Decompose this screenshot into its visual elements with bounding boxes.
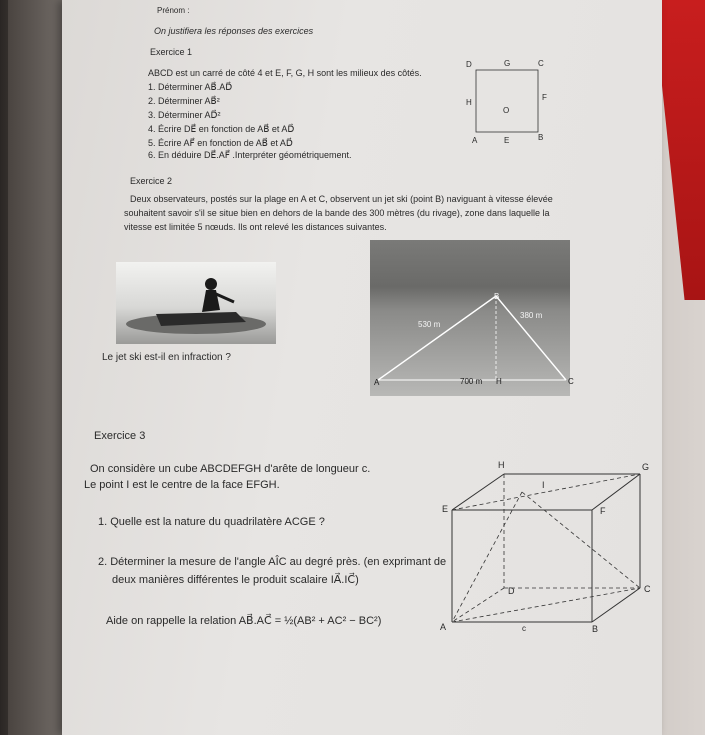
ex3-q1: 1. Quelle est la nature du quadrilatère ACGE ? (98, 516, 325, 528)
ex2-paragraph-line1: Deux observateurs, postés sur la plage en A et C, observent un jet ski (point B) naviguant à vitesse élevée (130, 194, 553, 204)
square-label-c: C (538, 59, 544, 68)
square-label-e: E (504, 136, 510, 145)
ex3-title: Exercice 3 (94, 430, 146, 442)
ex2-title: Exercice 2 (130, 176, 173, 186)
prenom-label: Prénom : (157, 6, 190, 15)
cube-label-b: B (592, 624, 599, 634)
cube-label-g: G (642, 462, 650, 472)
square-label-g: G (504, 59, 511, 68)
ex1-q6: 6. En déduire DE⃗.AF⃗ .Interpréter géométriquement. (148, 150, 352, 160)
ex3-q2-line1: 2. Déterminer la mesure de l'angle AÎC au degré près. (en exprimant de (98, 556, 447, 568)
beach-label-b: B (494, 292, 500, 301)
cube-label-f: F (600, 506, 606, 516)
beach-label-700: 700 m (460, 377, 483, 386)
cube-label-e: E (442, 504, 449, 514)
square-label-o: O (503, 106, 510, 115)
cube-label-d: D (508, 586, 515, 596)
ex1-q5: 5. Écrire AF⃗ en fonction de AB⃗ et AD⃗ (148, 138, 293, 148)
ex2-paragraph-line3: vitesse est limitée 5 nœuds. Ils ont relevé les distances suivantes. (124, 222, 387, 232)
ex1-q4: 4. Écrire DE⃗ en fonction de AB⃗ et AD⃗ (148, 124, 295, 134)
cube-label-c: C (644, 584, 651, 594)
ex1-title: Exercice 1 (150, 47, 193, 57)
square-label-f: F (542, 93, 547, 102)
beach-label-380: 380 m (520, 311, 543, 320)
cube-label-edge-c: c (522, 624, 526, 633)
beach-label-h: H (496, 377, 502, 386)
beach-label-530: 530 m (418, 320, 441, 329)
ex1-q3: 3. Déterminer AD⃗² (148, 110, 221, 120)
square-label-a: A (472, 136, 478, 145)
ex3-line1: On considère un cube ABCDEFGH d'arête de longueur c. (90, 463, 371, 475)
worksheet-page (62, 0, 662, 735)
square-label-d: D (466, 60, 472, 69)
ex3-line2: Le point I est le centre de la face EFGH. (84, 479, 280, 491)
beach-label-c: C (568, 377, 574, 386)
ex3-q2-line2: deux manières différentes le produit scalaire IA⃗.IC⃗) (112, 574, 359, 586)
ex3-aide: Aide on rappelle la relation AB⃗.AC⃗ = ½(AB² + AC² − BC²) (106, 615, 382, 627)
square-label-h: H (466, 98, 472, 107)
ex1-q2: 2. Déterminer AB⃗² (148, 96, 220, 106)
ex2-question: Le jet ski est-il en infraction ? (102, 352, 231, 363)
instruction-text: On justifiera les réponses des exercices (154, 26, 314, 36)
ex1-q1: 1. Déterminer AB⃗.AD⃗ (148, 82, 233, 92)
ex1-intro: ABCD est un carré de côté 4 et E, F, G, H sont les milieux des côtés. (148, 68, 422, 78)
cube-label-a: A (440, 622, 447, 632)
cube-label-i: I (542, 480, 545, 490)
cube-label-h: H (498, 460, 505, 470)
ex2-paragraph-line2: souhaitent savoir s'il se situe bien en dehors de la bande des 300 mètres (du rivage), zone dans laquelle la (124, 208, 550, 218)
cube-figure (62, 0, 662, 735)
beach-label-a: A (374, 378, 380, 387)
square-label-b: B (538, 133, 544, 142)
